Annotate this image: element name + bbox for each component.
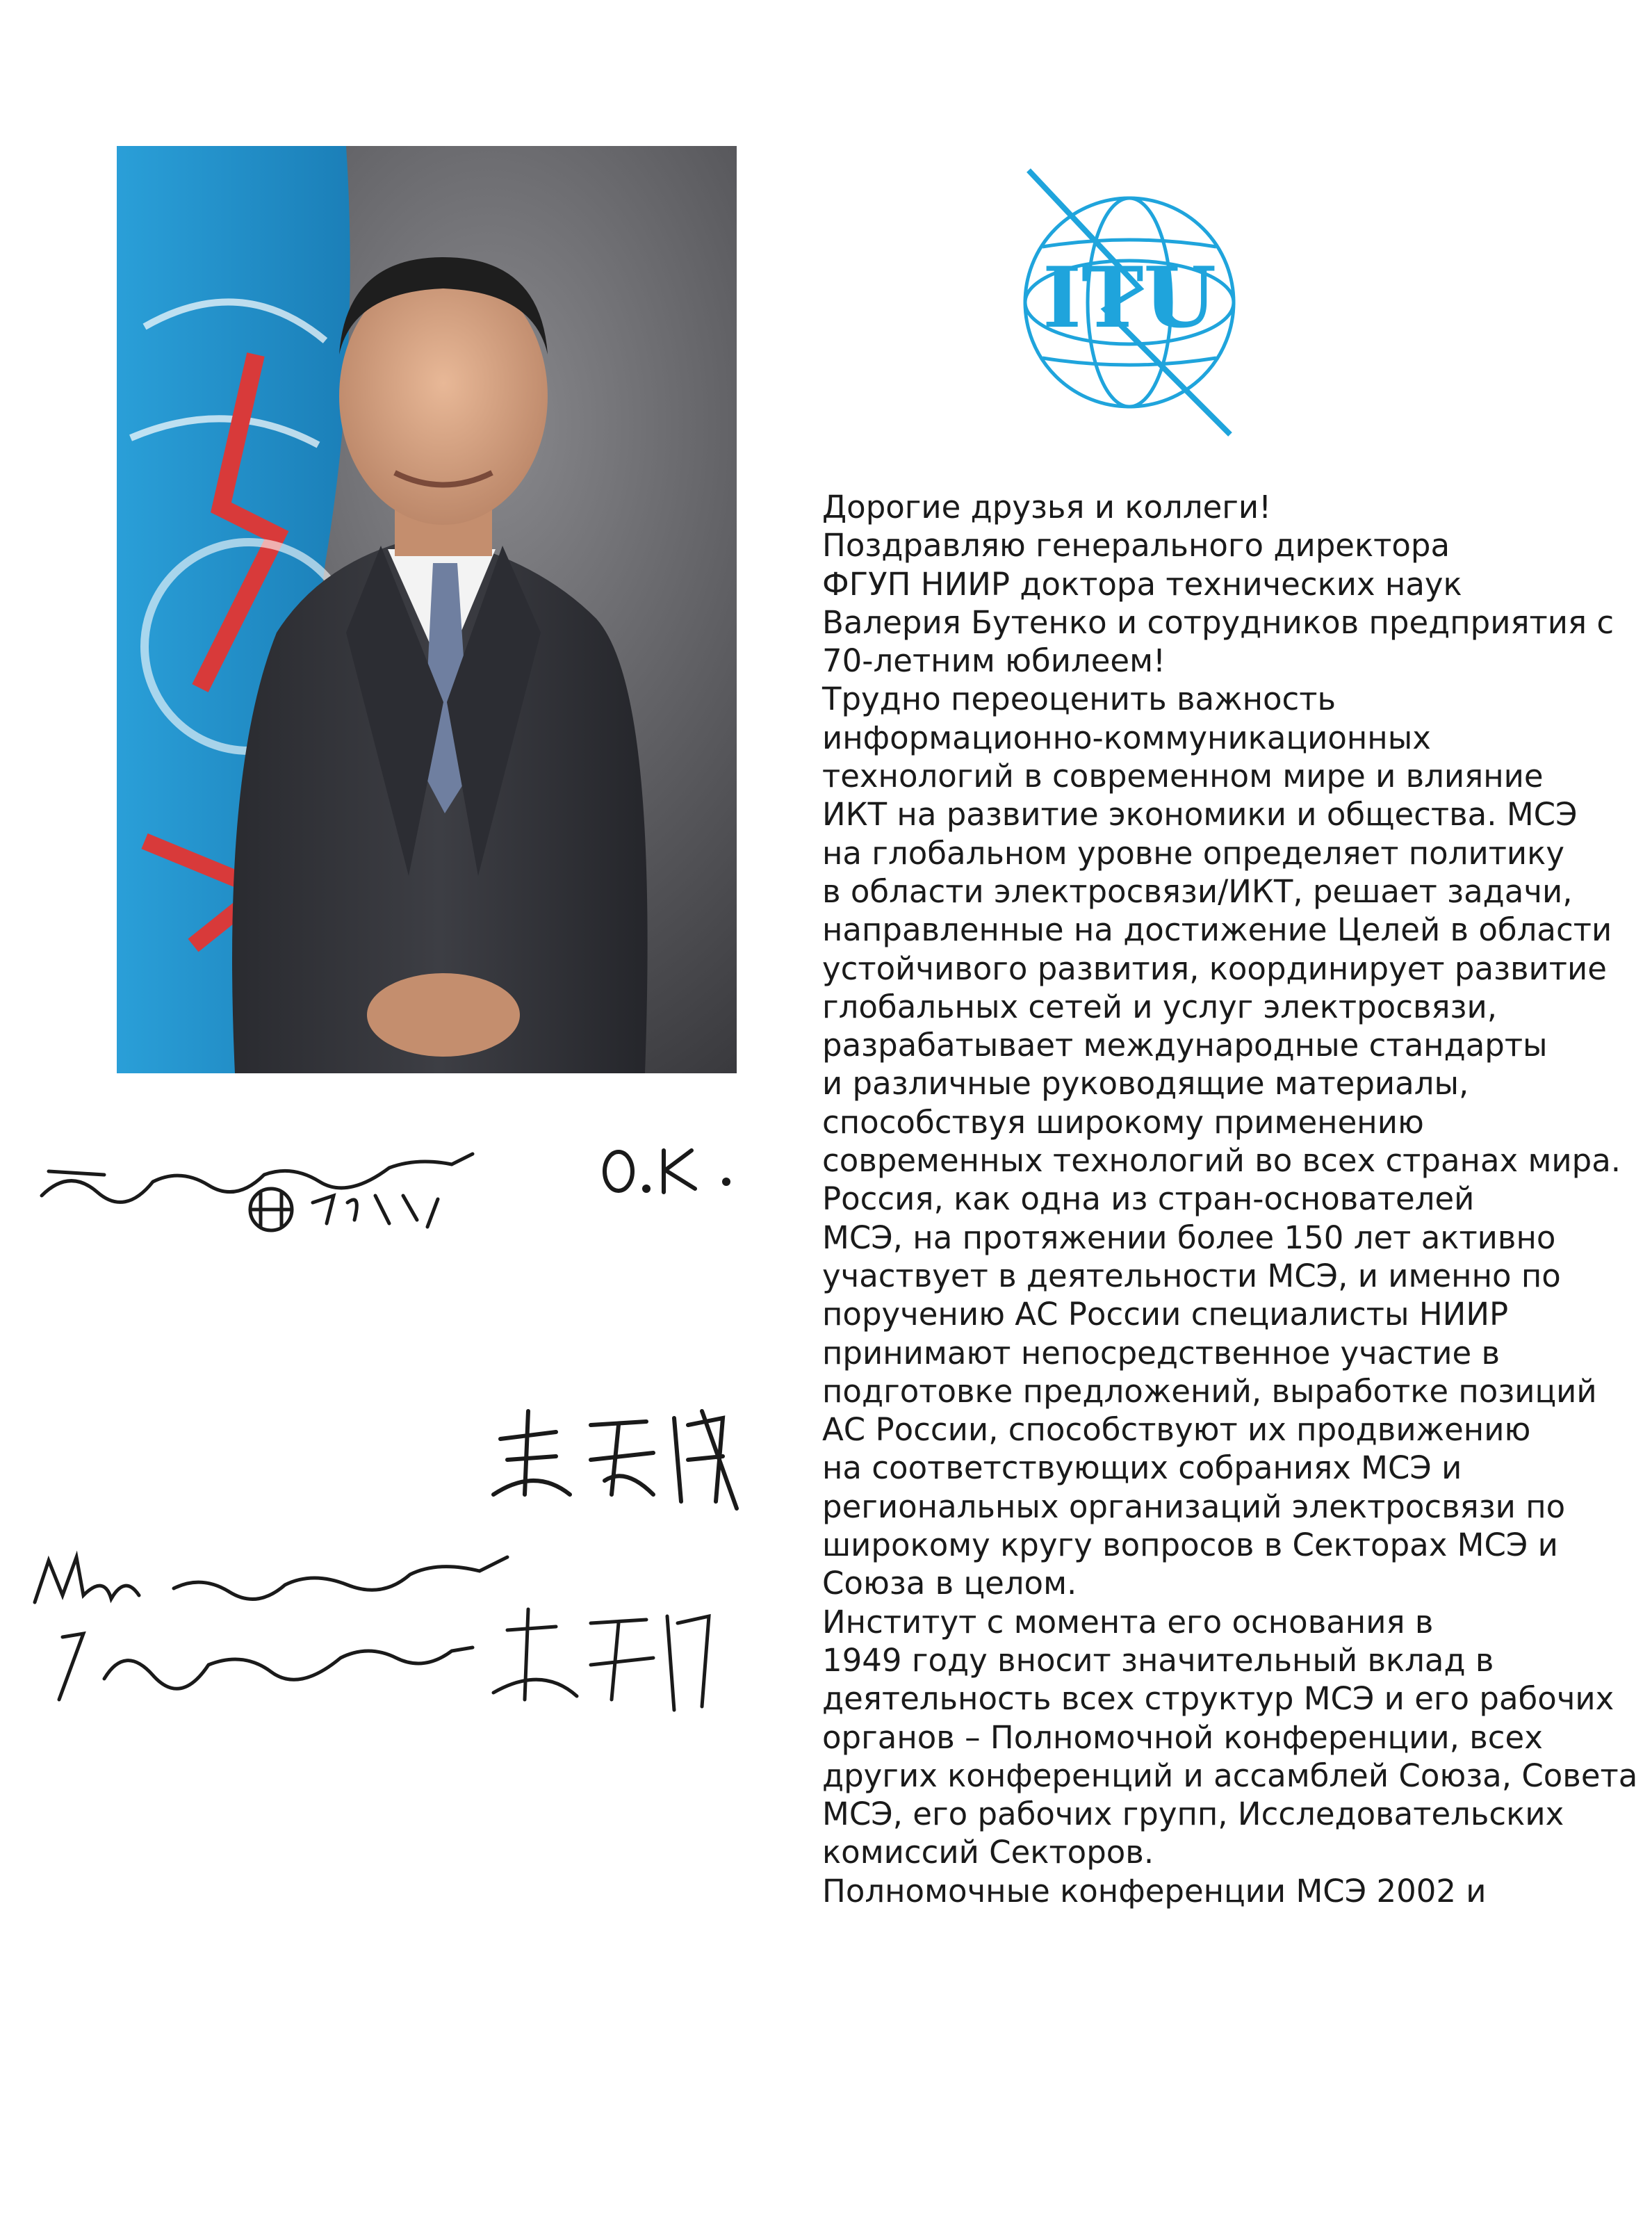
letter-paragraph [782,1872,1498,1910]
letter-line: и различные руководящие материалы, [822,1065,1469,1102]
itu-logo-text: ITU [1042,249,1217,347]
letter-line: АС России, способствуют их продвижению [822,1411,1531,1449]
letter-line: МСЭ, на протяжении более 150 лет активно [822,1219,1556,1256]
letter-line: участвует в деятельности МСЭ, и именно по [822,1257,1561,1294]
letter-line: на глобальном уровне определяет политику [822,834,1564,872]
letter-line: на соответствующих собраниях МСЭ и [822,1449,1462,1487]
letter-line: деятельность всех структур МСЭ и его рабочих [822,1680,1614,1718]
letter-line: подготовке предложений, выработке позиций [822,1372,1597,1410]
letter-line: современных технологий во всех странах мира. [822,1142,1621,1180]
letter-paragraph [782,488,1498,526]
letter-line: Институт с момента его основания в [822,1603,1434,1641]
letter-line: широкому кругу вопросов в Секторах МСЭ и [822,1527,1558,1564]
letter-line: 1949 году вносит значительный вклад в [822,1641,1494,1679]
letter-line: устойчивого развития, координирует развитие [822,950,1607,987]
letter-line: ФГУП НИИР доктора технических наук [822,565,1462,603]
letter-line: Полномочные конференции МСЭ 2002 и [822,1872,1487,1910]
letter-line: других конференций и ассамблей Союза, Совета [822,1757,1638,1794]
letter-line: Поздравляю генерального директора [822,527,1450,564]
letter-line: органов – Полномочной конференции, всех [822,1718,1543,1756]
letter-paragraph [782,1180,1597,1602]
letter-line: региональных организаций электросвязи по [822,1488,1566,1525]
letter-line: Валерия Бутенко и сотрудников предприятия с [822,603,1614,641]
letter-line: разрабатывает международные стандарты [822,1027,1548,1064]
letter-line: технологий в современном мире и влияние [822,758,1544,795]
itu-logo [1001,156,1265,441]
portrait-photo [117,146,737,1073]
handwritten-ok [598,1140,737,1203]
letter-line: информационно-коммуникационных [822,719,1431,756]
letter-line: комиссий Секторов. [822,1834,1154,1871]
handwritten-note [28,1126,514,1230]
letter-line: способствуя широкому применению [822,1103,1424,1141]
letter-line: принимают непосредственное участие в [822,1334,1500,1372]
letter-line: Дорогие друзья и коллеги! [822,489,1272,526]
letter-paragraph [782,526,1614,680]
letter-line: Трудно переоценить важность [822,681,1336,718]
letter-line: ИКТ на развитие экономики и общества. МСЭ [822,796,1578,833]
congratulation-letter [782,488,1638,1910]
letter-line: поручению АС России специалисты НИИР [822,1296,1509,1333]
letter-line: глобальных сетей и услуг электросвязи, [822,988,1498,1025]
letter-line: Россия, как одна из стран-основателей [822,1180,1475,1218]
letter-line: в области электросвязи/ИКТ, решает задачи, [822,872,1573,910]
handwritten-congratulations [21,1547,716,1720]
letter-line: Союза в целом. [822,1565,1077,1602]
letter-line: направленные на достижение Целей в области [822,911,1612,949]
letter-line: 70-летним юбилеем! [822,642,1166,680]
letter-line: МСЭ, его рабочих групп, Исследовательских [822,1796,1564,1833]
letter-paragraph [782,680,1621,1180]
signature-upper [480,1397,744,1515]
letter-paragraph [782,1603,1638,1872]
